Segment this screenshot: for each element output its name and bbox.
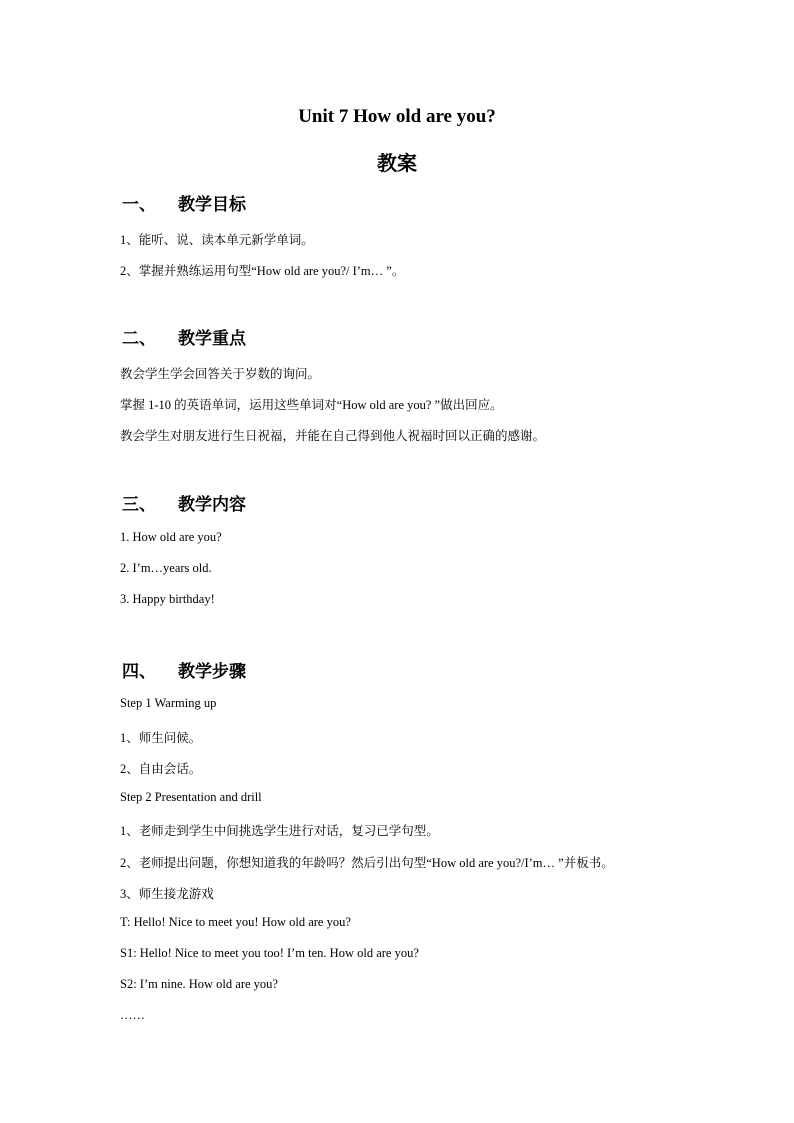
section-line: Step 2 Presentation and drill	[120, 790, 262, 804]
section-line: 掌握 1-10 的英语单词，运用这些单词对“How old are you? ”做出回应。	[120, 398, 503, 412]
section-line: 1、老师走到学生中间挑选学生进行对话，复习已学句型。	[120, 824, 439, 838]
section-line: 教会学生学会回答关于岁数的询问。	[120, 367, 321, 381]
section-heading	[122, 190, 246, 215]
section-line: Step 1 Warming up	[120, 696, 217, 710]
section-line: T: Hello! Nice to meet you! How old are you?	[120, 915, 351, 929]
section-heading	[122, 657, 246, 682]
section-line: 2、掌握并熟练运用句型“How old are you?/ I’m… ”。	[120, 264, 405, 278]
section-line: 1. How old are you?	[120, 530, 222, 544]
section-line: S1: Hello! Nice to meet you too! I’m ten. How old are you?	[120, 946, 419, 960]
section-title: 教学步骤	[178, 662, 246, 682]
section-line: 教会学生对朋友进行生日祝福，并能在自己得到他人祝福时回以正确的感谢。	[120, 429, 546, 443]
document-title: Unit 7 How old are you?	[298, 106, 496, 127]
section-title: 教学目标	[178, 195, 246, 215]
document-subtitle: 教案	[377, 151, 417, 175]
section-line: ……	[120, 1008, 145, 1022]
section-number: 一、	[122, 195, 156, 215]
section-heading	[122, 324, 246, 349]
section-title: 教学重点	[178, 329, 246, 349]
section-title: 教学内容	[178, 495, 246, 515]
section-number: 三、	[122, 495, 156, 515]
section-line: 2、老师提出问题，你想知道我的年龄吗？然后引出句型“How old are you?/I’m… ”并板书。	[120, 856, 614, 870]
section-number: 二、	[122, 329, 156, 349]
section-line: 3. Happy birthday!	[120, 592, 215, 606]
section-line: 2、自由会话。	[120, 762, 202, 776]
section-line: S2: I’m nine. How old are you?	[120, 977, 278, 991]
section-line: 1、师生问候。	[120, 731, 202, 745]
section-number: 四、	[122, 662, 156, 682]
section-line: 3、师生接龙游戏	[120, 887, 214, 901]
section-heading	[122, 490, 246, 515]
section-line: 2. I’m…years old.	[120, 561, 212, 575]
section-line: 1、能听、说、读本单元新学单词。	[120, 233, 314, 247]
